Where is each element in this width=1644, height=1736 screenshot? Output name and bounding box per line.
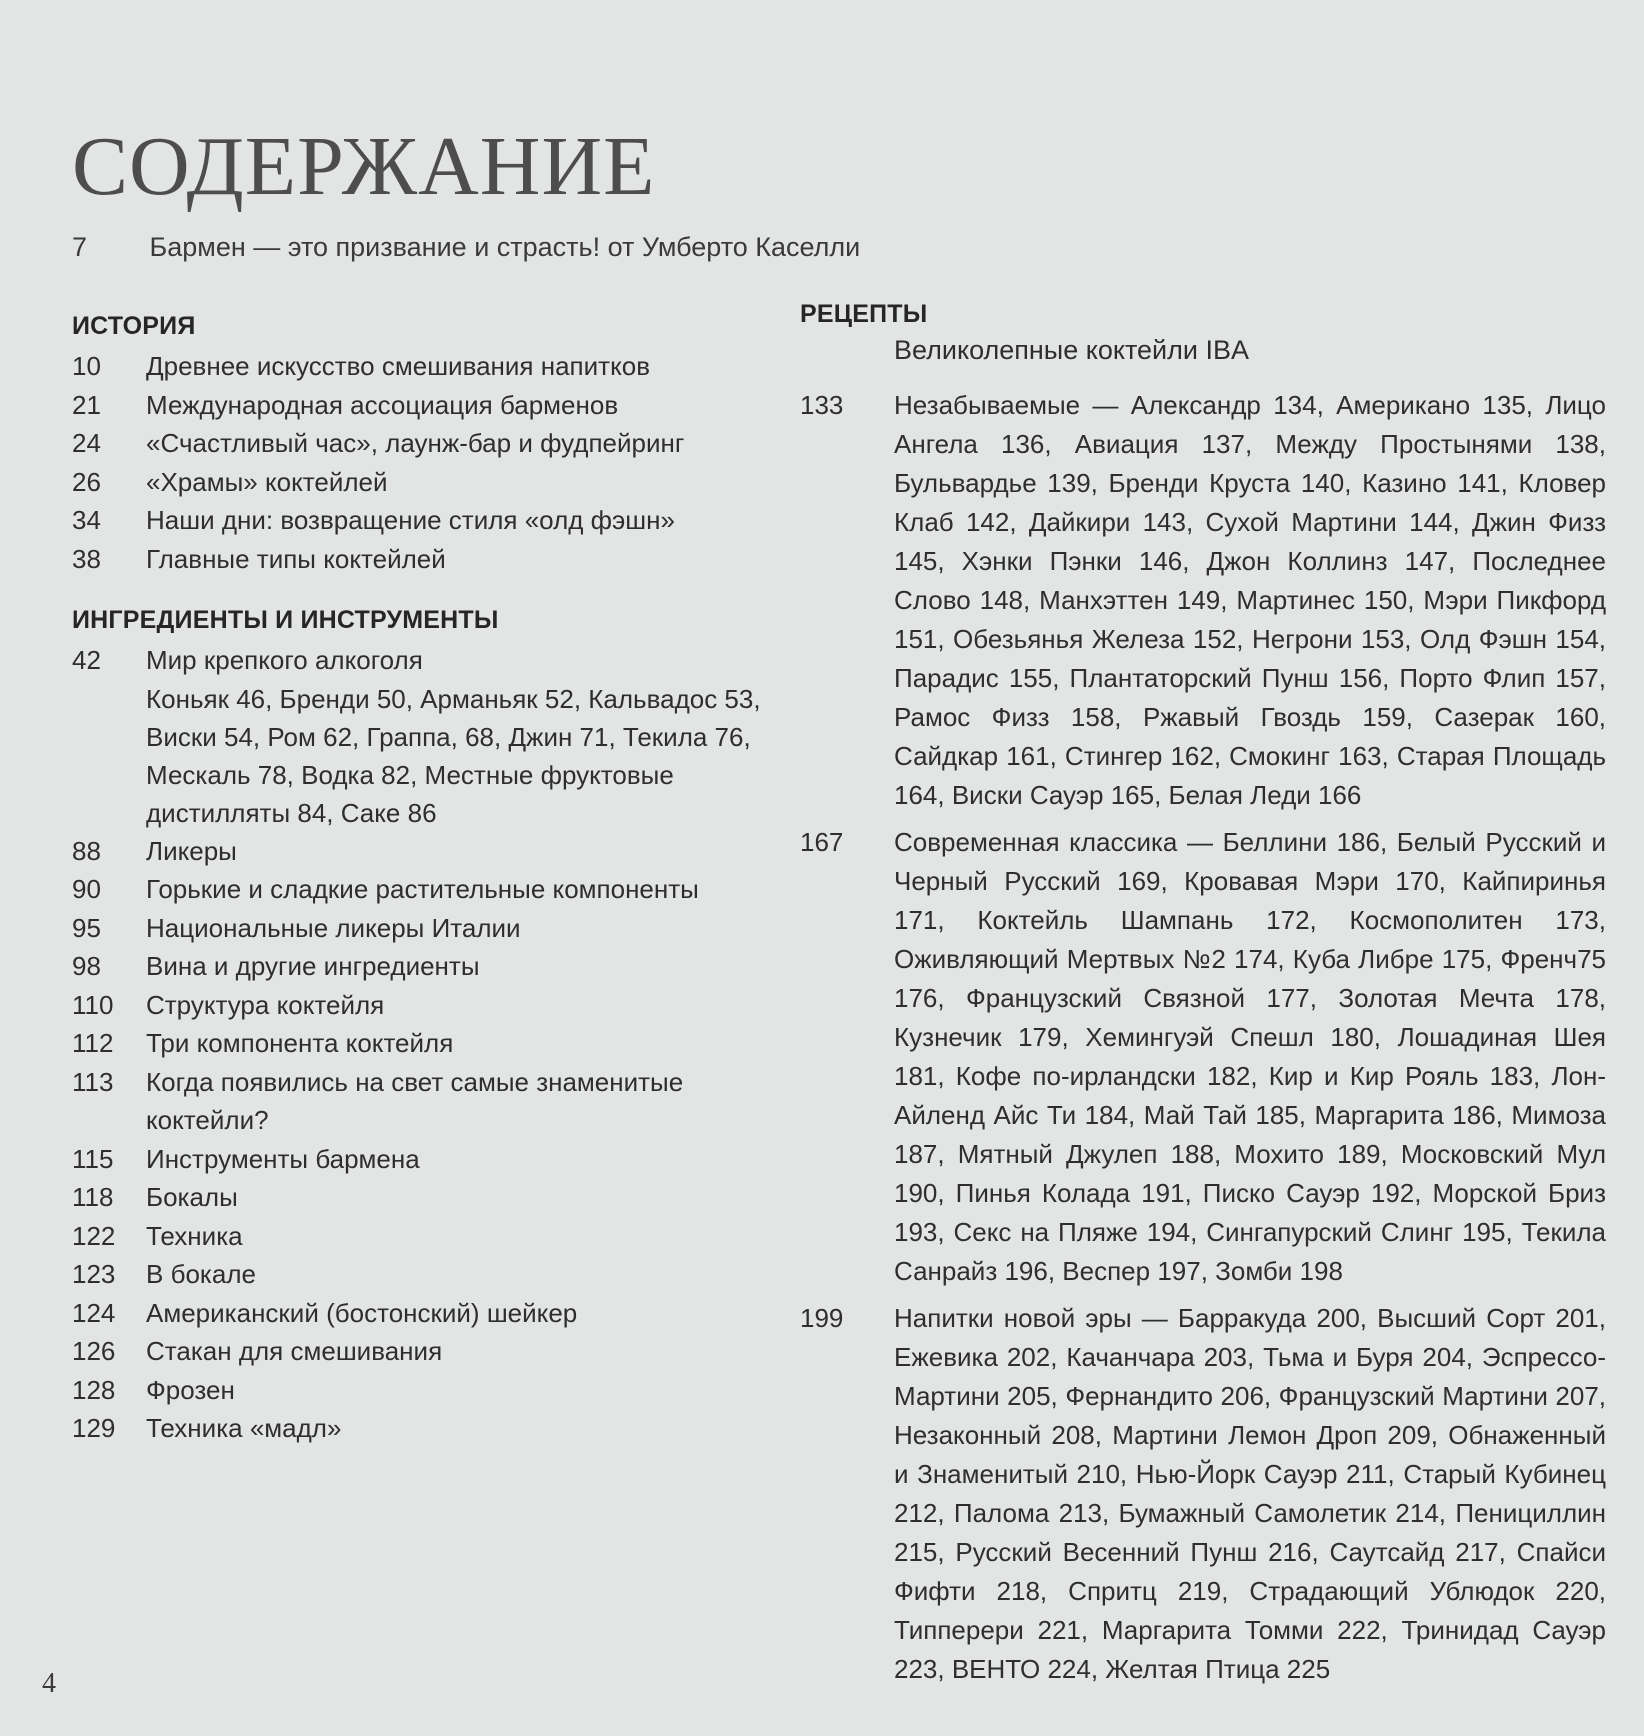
toc-entry	[72, 1217, 792, 1256]
toc-page-number: 110	[72, 989, 114, 1020]
toc-title: Три компонента коктейля	[146, 1028, 454, 1058]
toc-title: Техника	[146, 1220, 243, 1251]
page-number: 4	[42, 1668, 56, 1699]
toc-page-number: 24	[72, 428, 101, 458]
toc-entry	[72, 424, 792, 463]
toc-title: Техника «мадл»	[146, 1413, 342, 1443]
toc-title: Американский (бостонский) шейкер	[146, 1297, 578, 1328]
toc-title: Структура коктейля	[146, 989, 385, 1020]
toc-page-number: 118	[72, 1182, 114, 1212]
toc-entry	[72, 909, 792, 948]
toc-entry	[72, 832, 792, 871]
toc-page-number: 98	[72, 951, 101, 981]
toc-entry	[72, 1294, 792, 1333]
toc-entry	[72, 347, 792, 386]
toc-title: Ликеры	[146, 835, 237, 866]
toc-title: Главные типы коктейлей	[146, 543, 446, 574]
toc-entry	[72, 641, 792, 680]
toc-page-number: 112	[72, 1028, 114, 1058]
toc-title: В бокале	[146, 1259, 256, 1289]
toc-entry	[72, 1063, 792, 1140]
toc-entry	[72, 1255, 792, 1294]
toc-page-number: 199	[800, 1303, 844, 1333]
toc-page-number: 129	[72, 1413, 116, 1443]
toc-entry	[72, 870, 792, 909]
intro-text: Бармен — это призвание и страсть! от Умберто Каселли	[149, 232, 861, 262]
toc-page-number: 126	[72, 1336, 116, 1366]
toc-entry	[800, 823, 1606, 1291]
toc-entry	[800, 1299, 1606, 1689]
toc-title: Бокалы	[146, 1182, 238, 1212]
toc-title: «Счастливый час», лаунж-бар и фудпейринг	[146, 428, 685, 458]
ingredients-list	[72, 832, 792, 1448]
toc-page-number: 133	[800, 390, 844, 420]
right-column	[800, 300, 1606, 1697]
page-title: СОДЕРЖАНИЕ	[72, 120, 656, 213]
section-heading-history: ИСТОРИЯ	[72, 312, 196, 340]
toc-title: Инструменты бармена	[146, 1143, 420, 1174]
toc-title: Мир крепкого алкоголя	[146, 645, 423, 675]
toc-entry	[72, 1371, 792, 1410]
toc-entry	[72, 1024, 792, 1063]
section-heading-ingredients: ИНГРЕДИЕНТЫ И ИНСТРУМЕНТЫ	[72, 606, 499, 634]
toc-title: Международная ассоциация барменов	[146, 389, 619, 420]
intro-page-number: 7	[72, 232, 88, 262]
toc-page-number: 124	[72, 1297, 116, 1328]
toc-page-number: 115	[72, 1143, 114, 1174]
left-column	[72, 312, 792, 1448]
toc-page-number: 10	[72, 351, 101, 381]
toc-page-number: 38	[72, 543, 101, 574]
toc-title: Вина и другие ингредиенты	[146, 951, 480, 981]
toc-title: Фрозен	[146, 1374, 235, 1405]
toc-page-number: 88	[72, 835, 101, 866]
toc-entry	[72, 501, 792, 540]
toc-title: Когда появились на свет самые знаменитые коктейли?	[146, 1066, 684, 1135]
toc-entry	[72, 540, 792, 579]
toc-page-number: 26	[72, 466, 101, 497]
toc-page-number: 167	[800, 827, 844, 857]
toc-subentries: Коньяк 46, Бренди 50, Арманьяк 52, Кальвадос 53, Виски 54, Ром 62, Граппа, 68, Джин 71, Текила 76, Мескаль 78, Водка 82, Местные фруктовые дистилляты 84, Саке 86	[146, 683, 761, 828]
toc-title: Национальные ликеры Италии	[146, 912, 521, 943]
toc-title: Горькие и сладкие растительные компоненты	[146, 874, 699, 904]
toc-page-number: 123	[72, 1259, 116, 1289]
intro-entry	[72, 232, 860, 263]
toc-title: Древнее искусство смешивания напитков	[146, 351, 651, 381]
toc-entry	[72, 1332, 792, 1371]
toc-page-number: 128	[72, 1374, 116, 1405]
toc-entry	[72, 1409, 792, 1448]
toc-entry	[72, 986, 792, 1025]
toc-entry	[72, 386, 792, 425]
toc-title: Современная классика — Беллини 186, Белый Русский и Черный Русский 169, Кровавая Мэри 170, Кайпиринья 171, Коктейль Шампань 172, Космополитен 173, Оживляющий Мертвых №2 174, Куба Либре 175, Френч75 176, Французский Связной 177, Золотая Мечта 178, Кузнечик 179, Хемингуэй Спешл 180, Лошадиная Шея 181, Кофе по-ирландски 182, Кир и Кир Рояль 183, Лон-Айленд Айс Ти 184, Май Тай 185, Маргарита 186, Мимоза 187, Мятный Джулеп 188, Мохито 189, Московский Мул 190, Пинья Колада 191, Писко Сауэр 192, Морской Бриз 193, Секс на Пляже 194, Сингапурский Слинг 195, Текила Санрайз 196, Веспер 197, Зомби 198	[894, 827, 1606, 1286]
toc-page-number: 34	[72, 505, 101, 535]
toc-page-number: 122	[72, 1220, 116, 1251]
toc-title: Напитки новой эры — Барракуда 200, Высший Сорт 201, Ежевика 202, Качанчара 203, Тьма и Буря 204, Эспрессо-Мартини 205, Фернандито 206, Французский Мартини 207, Незаконный 208, Мартини Лемон Дроп 209, Обнаженный и Знаменитый 210, Нью-Йорк Сауэр 211, Старый Кубинец 212, Палома 213, Бумажный Самолетик 214, Пенициллин 215, Русский Весенний Пунш 216, Саутсайд 217, Спайси Фифти 218, Спритц 219, Страдающий Ублюдок 220, Типперери 221, Маргарита Томми 222, Тринидад Сауэр 223, ВЕНТО 224, Желтая Птица 225	[894, 1303, 1606, 1684]
toc-page-number: 113	[72, 1066, 114, 1097]
toc-entry	[72, 947, 792, 986]
history-list	[72, 347, 792, 578]
toc-entry	[800, 386, 1606, 815]
toc-page-number: 90	[72, 874, 101, 904]
toc-title: «Храмы» коктейлей	[146, 466, 388, 497]
toc-entry	[72, 1140, 792, 1179]
toc-page-number: 95	[72, 912, 101, 943]
toc-title: Наши дни: возвращение стиля «олд фэшн»	[146, 505, 675, 535]
toc-entry	[72, 1178, 792, 1217]
toc-title: Стакан для смешивания	[146, 1336, 443, 1366]
toc-page-number: 42	[72, 645, 101, 675]
toc-entry	[72, 463, 792, 502]
toc-title: Незабываемые — Александр 134, Американо 135, Лицо Ангела 136, Авиация 137, Между Простынями 138, Бульвардье 139, Бренди Круста 140, Казино 141, Кловер Клаб 142, Дайкири 143, Сухой Мартини 144, Джин Физз 145, Хэнки Пэнки 146, Джон Коллинз 147, Последнее Слово 148, Манхэттен 149, Мартинес 150, Мэри Пикфорд 151, Обезьянья Железа 152, Негрони 153, Олд Фэшн 154, Парадис 155, Плантаторский Пунш 156, Порто Флип 157, Рамос Физз 158, Ржавый Гвоздь 159, Сазерак 160, Сайдкар 161, Стингер 162, Смокинг 163, Старая Площадь 164, Виски Сауэр 165, Белая Леди 166	[894, 390, 1606, 810]
recipes-subheading: Великолепные коктейли IBA	[894, 335, 1249, 365]
toc-page-number: 21	[72, 389, 101, 420]
section-heading-recipes: РЕЦЕПТЫ	[800, 300, 928, 328]
